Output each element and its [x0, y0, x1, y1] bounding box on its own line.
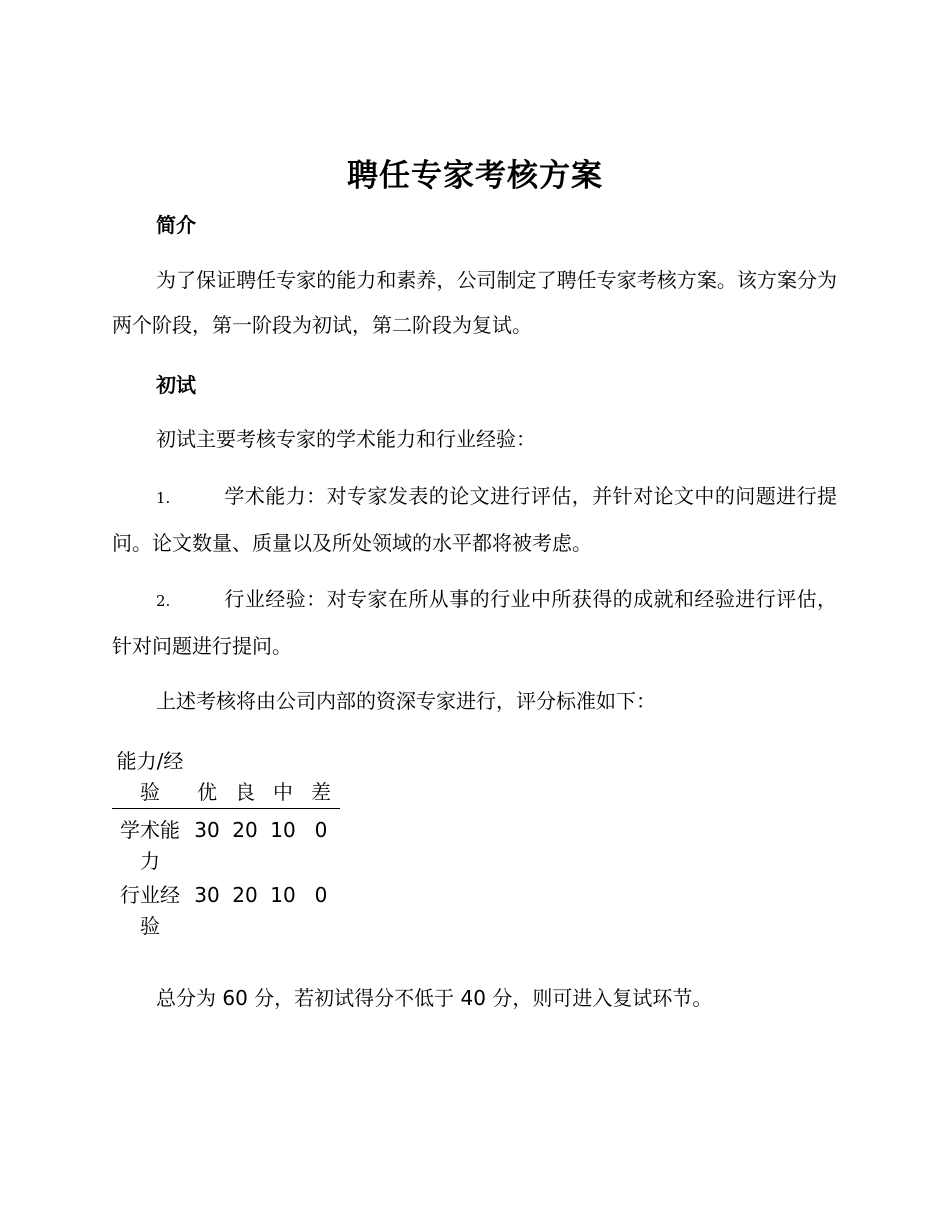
table-cell: 20 — [232, 883, 258, 907]
table-cell: 20 — [232, 818, 258, 842]
table-cell: 0 — [314, 818, 328, 842]
document-title: 聘任专家考核方案 — [347, 158, 603, 194]
table-header-cell: 良 — [226, 746, 264, 809]
list-number: 2. — [156, 592, 171, 610]
table-header-cell: 中 — [264, 746, 302, 809]
summary-text: 总分为 60 分，若初试得分不低于 40 分，则可进入复试环节。 — [156, 986, 713, 1010]
table-header-cell: 差 — [302, 746, 340, 809]
score-table — [112, 746, 340, 942]
table-cell: 30 — [194, 818, 220, 842]
table-cell: 10 — [270, 883, 296, 907]
first-stage-heading: 初试 — [156, 373, 196, 397]
list-number: 1. — [156, 489, 171, 507]
table-header-cell: 优 — [188, 746, 226, 809]
table-cell-name: 行业经验 — [120, 883, 180, 938]
table-header-row — [112, 746, 340, 809]
first-stage-lead: 初试主要考核专家的学术能力和行业经验： — [156, 427, 536, 451]
intro-paragraph: 为了保证聘任专家的能力和素养，公司制定了聘任专家考核方案。该方案分为两个阶段，第一阶段为初试，第二阶段为复试。 — [112, 268, 837, 337]
list-item-text: 行业经验：对专家在所从事的行业中所获得的成就和经验进行评估，针对问题进行提问。 — [112, 587, 837, 658]
list-item-academic — [112, 474, 837, 566]
list-item-text: 学术能力：对专家发表的论文进行评估，并针对论文中的问题进行提问。论文数量、质量以及所处领域的水平都将被考虑。 — [112, 484, 837, 555]
table-cell: 10 — [270, 818, 296, 842]
table-cell-name: 学术能力 — [120, 818, 180, 873]
table-header-cell: 能力/经验 — [112, 746, 188, 809]
table-cell: 0 — [314, 883, 328, 907]
table-row — [112, 809, 340, 878]
criteria-lead: 上述考核将由公司内部的资深专家进行，评分标准如下： — [156, 689, 656, 713]
table-cell: 30 — [194, 883, 220, 907]
table-row — [112, 877, 340, 942]
list-item-industry — [112, 577, 837, 669]
intro-heading: 简介 — [156, 213, 196, 237]
